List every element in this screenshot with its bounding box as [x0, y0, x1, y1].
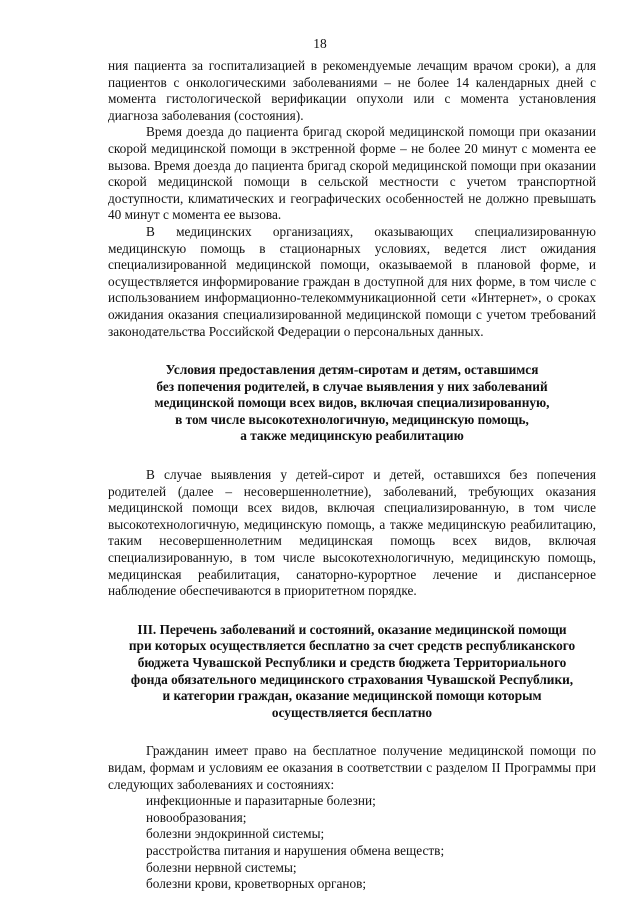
heading-line: в том числе высокотехнологичную, медицинскую помощь,: [175, 411, 529, 427]
heading-line: Условия предоставления детям-сиротам и детям, оставшимся: [165, 362, 539, 378]
heading-line: и категории граждан, оказание медицинской помощи которым: [162, 688, 542, 704]
diseases-list: [108, 793, 596, 893]
page-number: 18: [313, 36, 327, 51]
heading-line: медицинской помощи всех видов, включая специализированную,: [154, 395, 550, 411]
list-item: болезни эндокринной системы;: [146, 826, 325, 842]
paragraph-waiting-list: В медицинских организациях, оказывающих специализированную медицинскую помощь в стационарных условиях, ведется лист ожидания специализированной медицинской помощи, оказываемой в плановой форме, и осуществляется информирование граждан в доступной для них форме, в том числе с использованием информационно-телекоммуникационной сети «Интернет», о сроках ожидания оказания специализированной медицинской помощи с учетом требований законодательства Российской Федерации о персональных данных.: [108, 223, 596, 339]
heading-line: осуществляется бесплатно: [271, 704, 433, 720]
heading-line: фонда обязательного медицинского страхования Чувашской Республики,: [130, 671, 574, 687]
paragraph-ambulance-time: Время доезда до пациента бригад скорой медицинской помощи при оказании скорой медицинской помощи в экстренной форме – не более 20 минут с момента ее вызова. Время доезда до пациента бригад скорой медицинской помощи при оказании скорой медицинской помощи в сельской местности с учетом транспортной доступности, климатических и географических особенностей не должно превышать 40 минут с момента ее вызова.: [108, 124, 596, 223]
paragraph-continuation: ния пациента за госпитализацией в рекомендуемые лечащим врачом сроки), а для пациентов с онкологическими заболеваниями – не более 14 календарных дней с момента гистологической верификации опухоли или с момента установления диагноза заболевания (состояния).: [108, 58, 596, 123]
list-item: расстройства питания и нарушения обмена веществ;: [146, 842, 445, 858]
heading-line: бюджета Чувашской Республики и средств бюджета Территориального: [137, 655, 567, 670]
list-item: новообразования;: [146, 809, 247, 825]
list-item: болезни крови, кроветворных органов;: [146, 876, 367, 892]
heading-line: при которых осуществляется бесплатно за счет средств республиканского: [128, 638, 576, 654]
heading-line: без попечения родителей, в случае выявления у них заболеваний: [156, 378, 548, 394]
heading-line: III. Перечень заболеваний и состояний, оказание медицинской помощи: [137, 621, 567, 637]
paragraph-section-3: Гражданин имеет право на бесплатное получение медицинской помощи по видам, формам и условиям ее оказания в соответствии с разделом II Программы при следующих заболеваниях и состояниях:: [108, 743, 596, 792]
heading-line: а также медицинскую реабилитацию: [240, 428, 464, 444]
heading-section-3: [108, 622, 596, 722]
list-item: инфекционные и паразитарные болезни;: [146, 793, 376, 809]
document-body: [108, 58, 596, 893]
list-item: болезни нервной системы;: [146, 859, 297, 875]
paragraph-orphans: В случае выявления у детей-сирот и детей, оставшихся без попечения родителей (далее – несовершеннолетние), заболеваний, требующих оказания медицинской помощи всех видов, включая специализированную, в том числе высокотехнологичную, медицинскую помощь, а также медицинскую реабилитацию, таким несовершеннолетним медицинская помощь всех видов, включая специализированную, в том числе высокотехнологичную, медицинскую помощь, медицинская реабилитация, санаторно-курортное лечение и диспансерное наблюдение обеспечиваются в приоритетном порядке.: [108, 467, 596, 599]
heading-orphans: [108, 362, 596, 445]
